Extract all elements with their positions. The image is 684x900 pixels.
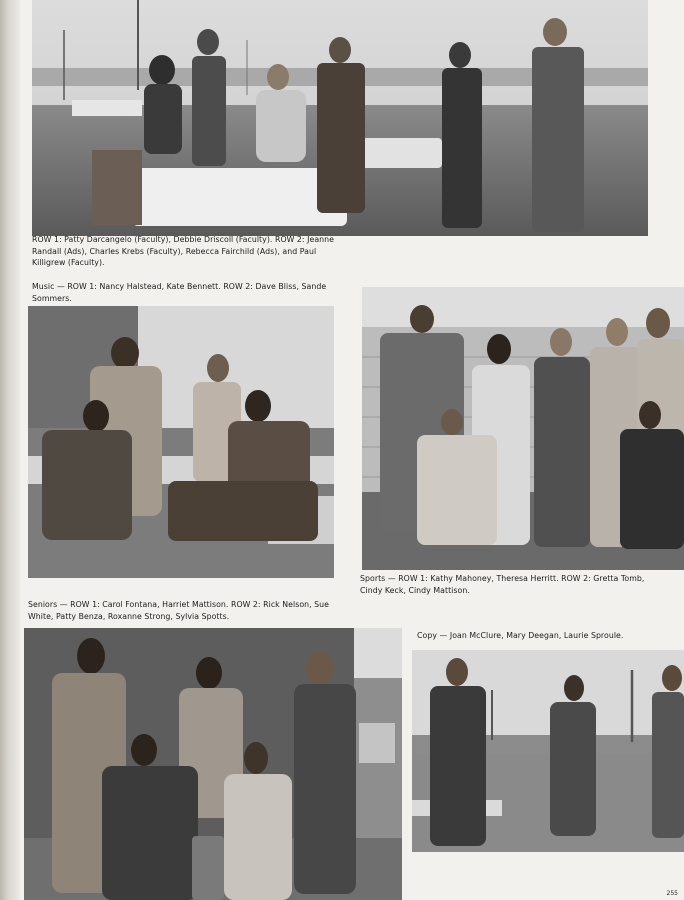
faculty-ads-caption: ROW 1: Patty Darcangelo (Faculty), Debbie Driscoll (Faculty). ROW 2: Jeanne Randall (Ads), Charles Krebs (Faculty), Rebecca Fairchild (Ads), and Paul Killigrew (Faculty). [32,235,334,268]
page-number: 255 [666,890,678,897]
faculty-ads-group-photo [32,0,648,236]
seniors-caption: Seniors — ROW 1: Carol Fontana, Harriet Mattison. ROW 2: Rick Nelson, Sue White, Patty Benza, Roxanne Strong, Sylvia Spotts. [28,600,330,621]
sports-caption: Sports — ROW 1: Kathy Mahoney, Theresa Herritt. ROW 2: Gretta Tomb, Cindy Keck, Cindy Mattison. [360,574,645,595]
seniors-group-photo [24,628,402,900]
music-group-photo [28,306,334,578]
copy-group-photo [412,650,684,852]
sports-group-photo [362,287,684,570]
music-caption: Music — ROW 1: Nancy Halstead, Kate Bennett. ROW 2: Dave Bliss, Sande Sommers. [32,282,327,303]
copy-caption: Copy — Joan McClure, Mary Deegan, Laurie Sproule. [417,631,624,640]
page-binding-shadow [0,0,20,900]
